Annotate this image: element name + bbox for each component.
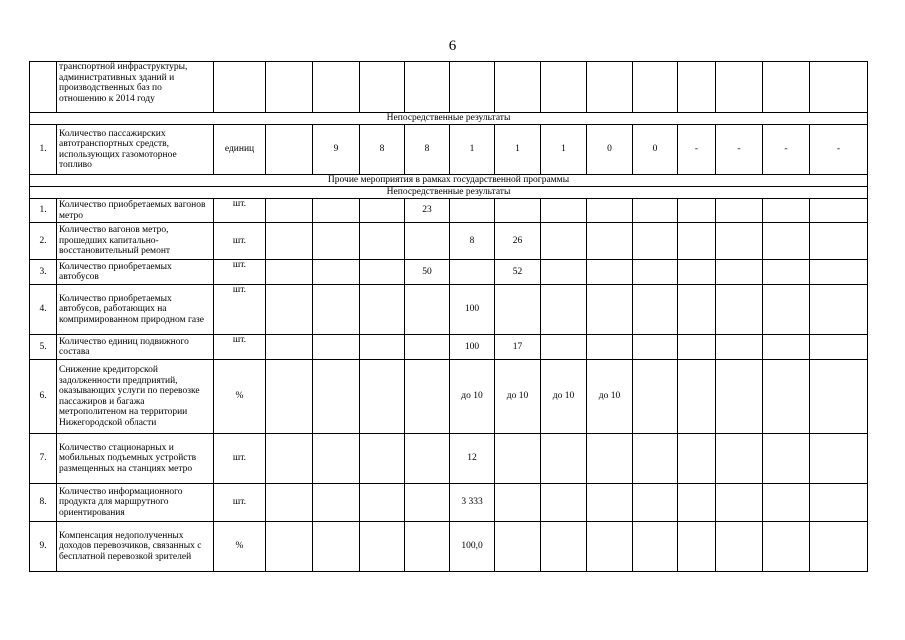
value-cell — [450, 199, 495, 223]
value-cell — [541, 522, 587, 572]
value-cell — [587, 260, 633, 285]
value-cell — [763, 199, 810, 223]
value-cell: 17 — [495, 335, 541, 360]
value-cell — [763, 223, 810, 260]
section-row-direct-results-1 — [30, 113, 868, 125]
value-cell — [313, 260, 360, 285]
value-cell — [587, 522, 633, 572]
value-cell: 8 — [450, 223, 495, 260]
unit-cell: шт. — [214, 484, 266, 522]
value-cell — [763, 434, 810, 484]
value-cell — [716, 335, 763, 360]
unit-cell: шт. — [214, 335, 266, 360]
value-cell — [266, 360, 313, 434]
value-cell — [541, 199, 587, 223]
value-cell — [450, 260, 495, 285]
value-cell — [405, 484, 450, 522]
value-cell — [763, 285, 810, 335]
value-cell — [405, 223, 450, 260]
value-cell — [360, 522, 405, 572]
value-cell — [313, 199, 360, 223]
value-cell: до 10 — [541, 360, 587, 434]
value-cell — [313, 223, 360, 260]
value-cell — [678, 335, 716, 360]
value-cell — [360, 260, 405, 285]
table-row — [30, 360, 868, 434]
value-cell — [810, 522, 868, 572]
value-cell — [633, 434, 678, 484]
row-number-cell: 3. — [30, 260, 57, 285]
value-cell — [405, 522, 450, 572]
section-row-other-measures — [30, 175, 868, 187]
value-cell — [405, 434, 450, 484]
section-title: Непосредственные результаты — [30, 113, 868, 125]
table-body — [30, 62, 868, 572]
unit-cell: шт. — [214, 434, 266, 484]
value-cell — [313, 360, 360, 434]
value-cell — [360, 62, 405, 113]
value-cell — [266, 260, 313, 285]
table-row — [30, 335, 868, 360]
value-cell — [405, 335, 450, 360]
value-cell — [716, 199, 763, 223]
unit-cell: % — [214, 522, 266, 572]
value-cell — [716, 434, 763, 484]
value-cell — [541, 260, 587, 285]
value-cell — [266, 522, 313, 572]
value-cell: 23 — [405, 199, 450, 223]
row-number-cell: 2. — [30, 223, 57, 260]
value-cell — [763, 62, 810, 113]
value-cell — [763, 484, 810, 522]
value-cell — [810, 62, 868, 113]
page-number: 6 — [448, 38, 457, 54]
value-cell: 50 — [405, 260, 450, 285]
section-title: Прочие мероприятия в рамках государственной программы — [30, 175, 868, 187]
value-cell — [633, 360, 678, 434]
value-cell: 26 — [495, 223, 541, 260]
value-cell — [495, 62, 541, 113]
value-cell: 1 — [450, 125, 495, 175]
value-cell — [313, 522, 360, 572]
indicator-name-cell: Количество приобретаемых автобусов — [57, 260, 214, 285]
value-cell — [587, 285, 633, 335]
value-cell — [810, 335, 868, 360]
value-cell: 1 — [495, 125, 541, 175]
value-cell — [541, 434, 587, 484]
value-cell — [678, 260, 716, 285]
row-number-cell: 8. — [30, 484, 57, 522]
value-cell — [678, 522, 716, 572]
indicators-table — [29, 61, 868, 572]
value-cell: 3 333 — [450, 484, 495, 522]
indicator-name-cell: Количество информационного продукта для маршрутного ориентирования — [57, 484, 214, 522]
value-cell: - — [763, 125, 810, 175]
value-cell — [716, 360, 763, 434]
value-cell — [541, 223, 587, 260]
value-cell — [763, 522, 810, 572]
value-cell — [633, 62, 678, 113]
value-cell: 12 — [450, 434, 495, 484]
value-cell — [810, 223, 868, 260]
unit-cell: шт. — [214, 285, 266, 335]
value-cell — [360, 360, 405, 434]
table-row — [30, 199, 868, 223]
value-cell — [450, 62, 495, 113]
value-cell — [266, 434, 313, 484]
section-title: Непосредственные результаты — [30, 187, 868, 199]
value-cell — [214, 62, 266, 113]
unit-cell: % — [214, 360, 266, 434]
value-cell: 1 — [541, 125, 587, 175]
value-cell — [266, 484, 313, 522]
value-cell — [587, 199, 633, 223]
row-number-cell: 5. — [30, 335, 57, 360]
value-cell — [360, 434, 405, 484]
value-cell — [266, 285, 313, 335]
value-cell — [678, 285, 716, 335]
value-cell: 100 — [450, 285, 495, 335]
indicator-name-cell: Количество стационарных и мобильных подъемных устройств размещенных на станциях метро — [57, 434, 214, 484]
section-row-direct-results-2 — [30, 187, 868, 199]
value-cell: - — [716, 125, 763, 175]
value-cell: 100 — [450, 335, 495, 360]
value-cell — [266, 223, 313, 260]
value-cell — [810, 199, 868, 223]
value-cell — [633, 223, 678, 260]
value-cell: - — [678, 125, 716, 175]
value-cell: до 10 — [587, 360, 633, 434]
value-cell — [360, 335, 405, 360]
value-cell — [541, 335, 587, 360]
row-number-cell: 6. — [30, 360, 57, 434]
value-cell: 52 — [495, 260, 541, 285]
value-cell — [678, 434, 716, 484]
table-row — [30, 484, 868, 522]
value-cell — [405, 360, 450, 434]
value-cell — [313, 335, 360, 360]
table-row — [30, 434, 868, 484]
value-cell — [360, 285, 405, 335]
value-cell — [541, 285, 587, 335]
value-cell: 8 — [360, 125, 405, 175]
indicator-name-cell: Компенсация недополученных доходов перевозчиков, связанных с бесплатной перевозкой зрителей — [57, 522, 214, 572]
value-cell — [266, 199, 313, 223]
table-row — [30, 260, 868, 285]
value-cell — [633, 484, 678, 522]
value-cell — [587, 335, 633, 360]
value-cell — [810, 285, 868, 335]
value-cell: до 10 — [495, 360, 541, 434]
table-row — [30, 522, 868, 572]
value-cell — [495, 484, 541, 522]
value-cell — [313, 484, 360, 522]
table-row — [30, 223, 868, 260]
value-cell — [587, 62, 633, 113]
value-cell — [495, 434, 541, 484]
indicator-name-cell: Количество единиц подвижного состава — [57, 335, 214, 360]
row-number-cell: 9. — [30, 522, 57, 572]
value-cell — [266, 335, 313, 360]
value-cell — [810, 360, 868, 434]
value-cell — [678, 62, 716, 113]
indicator-name-cell: Снижение кредиторской задолженности предприятий, оказывающих услуги по перевозке пассажиров и багажа метрополитеном на территории Нижегородской области — [57, 360, 214, 434]
value-cell — [495, 285, 541, 335]
unit-cell: единиц — [214, 125, 266, 175]
value-cell: 8 — [405, 125, 450, 175]
value-cell — [678, 360, 716, 434]
value-cell — [716, 223, 763, 260]
value-cell — [360, 223, 405, 260]
unit-cell: шт. — [214, 223, 266, 260]
table-row-gas-vehicles — [30, 125, 868, 175]
value-cell — [633, 335, 678, 360]
value-cell — [495, 199, 541, 223]
row-number-cell: 1. — [30, 125, 57, 175]
value-cell — [678, 223, 716, 260]
value-cell — [810, 484, 868, 522]
row-number-cell — [30, 62, 57, 113]
value-cell — [313, 434, 360, 484]
row-number-cell: 7. — [30, 434, 57, 484]
indicator-name-cell: Количество пассажирских автотранспортных средств, использующих газомоторное топливо — [57, 125, 214, 175]
value-cell — [716, 522, 763, 572]
row-number-cell: 1. — [30, 199, 57, 223]
indicator-name-cell: Количество приобретаемых вагонов метро — [57, 199, 214, 223]
value-cell — [716, 484, 763, 522]
value-cell — [587, 434, 633, 484]
unit-cell: шт. — [214, 199, 266, 223]
value-cell — [313, 285, 360, 335]
value-cell — [763, 260, 810, 285]
value-cell: 9 — [313, 125, 360, 175]
value-cell — [763, 360, 810, 434]
value-cell — [541, 484, 587, 522]
value-cell — [716, 62, 763, 113]
value-cell: 0 — [633, 125, 678, 175]
value-cell — [633, 199, 678, 223]
value-cell — [495, 522, 541, 572]
value-cell — [716, 285, 763, 335]
value-cell — [763, 335, 810, 360]
value-cell — [633, 260, 678, 285]
value-cell — [405, 62, 450, 113]
value-cell — [360, 484, 405, 522]
value-cell — [678, 484, 716, 522]
value-cell — [716, 260, 763, 285]
indicator-name-cell: транспортной инфраструктуры, административных зданий и производственных баз по отношению к 2014 году — [57, 62, 214, 113]
value-cell — [587, 223, 633, 260]
value-cell — [633, 285, 678, 335]
value-cell — [810, 260, 868, 285]
value-cell — [678, 199, 716, 223]
value-cell — [633, 522, 678, 572]
value-cell — [266, 125, 313, 175]
value-cell — [405, 285, 450, 335]
row-number-cell: 4. — [30, 285, 57, 335]
value-cell — [810, 434, 868, 484]
unit-cell: шт. — [214, 260, 266, 285]
value-cell — [313, 62, 360, 113]
value-cell — [360, 199, 405, 223]
value-cell — [266, 62, 313, 113]
value-cell: до 10 — [450, 360, 495, 434]
indicator-name-cell: Количество вагонов метро, прошедших капитально-восстановительный ремонт — [57, 223, 214, 260]
table-row — [30, 285, 868, 335]
table-row-continuation — [30, 62, 868, 113]
indicator-name-cell: Количество приобретаемых автобусов, работающих на компримированном природном газе — [57, 285, 214, 335]
value-cell — [541, 62, 587, 113]
value-cell — [587, 484, 633, 522]
value-cell: 100,0 — [450, 522, 495, 572]
value-cell: - — [810, 125, 868, 175]
value-cell: 0 — [587, 125, 633, 175]
